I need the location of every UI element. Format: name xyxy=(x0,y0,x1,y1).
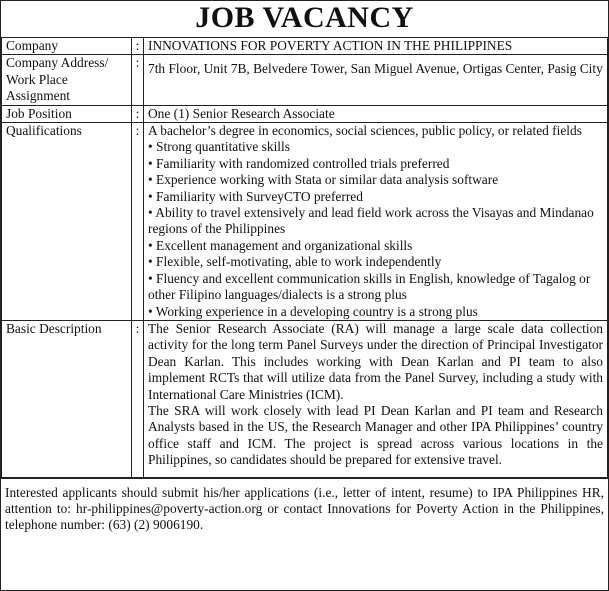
separator: : xyxy=(132,123,144,321)
vacancy-details-table xyxy=(1,37,608,478)
description-label: Basic Description xyxy=(2,320,132,477)
qualifications-value xyxy=(144,123,608,321)
position-value: One (1) Senior Research Associate xyxy=(144,105,608,122)
row-qualifications xyxy=(2,123,608,321)
list-item: • Fluency and excellent communication skills in English, knowledge of Tagalog or other Filipino languages/dialects is a strong plus xyxy=(148,270,591,303)
description-paragraph: The SRA will work closely with lead PI Dean Karlan and PI team and Research Analysts based in the US, the Research Manager and other IPA Philippines’ country office staff and ICM. The project is spread across various locations in the Philippines, so candidates should be prepared for extensive travel. xyxy=(148,402,603,468)
company-value: INNOVATIONS FOR POVERTY ACTION IN THE PHILIPPINES xyxy=(144,38,608,55)
address-label: Company Address/ Work Place Assignment xyxy=(2,55,132,105)
list-item: • Familiarity with SurveyCTO preferred xyxy=(148,188,363,204)
page-title: JOB VACANCY xyxy=(195,1,414,34)
row-position xyxy=(2,105,608,122)
list-item: • Excellent management and organizational skills xyxy=(148,237,413,253)
row-address xyxy=(2,55,608,105)
separator: : xyxy=(132,105,144,122)
qualifications-list xyxy=(148,139,603,319)
company-label: Company xyxy=(2,38,132,55)
row-company xyxy=(2,38,608,55)
list-item: • Strong quantitative skills xyxy=(148,139,290,155)
list-item: • Familiarity with randomized controlled trials preferred xyxy=(148,155,450,171)
list-item: • Flexible, self-motivating, able to work independently xyxy=(148,254,442,270)
list-item: • Experience working with Stata or similar data analysis software xyxy=(148,172,499,188)
list-item: • Working experience in a developing country is a strong plus xyxy=(148,303,478,319)
list-item: • Ability to travel extensively and lead field work across the Visayas and Mindanao regions of the Philippines xyxy=(148,205,594,237)
separator: : xyxy=(132,320,144,477)
row-description xyxy=(2,320,608,477)
position-label: Job Position xyxy=(2,105,132,122)
qualifications-intro: A bachelor’s degree in economics, social sciences, public policy, or related fields xyxy=(148,123,582,139)
address-value: 7th Floor, Unit 7B, Belvedere Tower, San Miguel Avenue, Ortigas Center, Pasig City xyxy=(144,55,608,105)
application-instructions: Interested applicants should submit his/her applications (i.e., letter of intent, resume) to IPA Philippines HR, attention to: hr-philippines@poverty-action.org or contact Innovations for Poverty Action in the Philippines, telephone number: (63) (2) 9006190. xyxy=(1,478,608,534)
separator: : xyxy=(132,55,144,105)
description-value xyxy=(144,320,608,477)
separator: : xyxy=(132,38,144,55)
qualifications-label: Qualifications xyxy=(2,123,132,321)
description-paragraph: The Senior Research Associate (RA) will manage a large scale data collection activity for the long term Panel Surveys under the direction of Principal Investigator Dean Karlan. This includes working with Dean Karlan and PI team to also implement RCTs that will utilize data from the Panel Survey, including a study with International Care Ministries (ICM). xyxy=(148,320,603,402)
